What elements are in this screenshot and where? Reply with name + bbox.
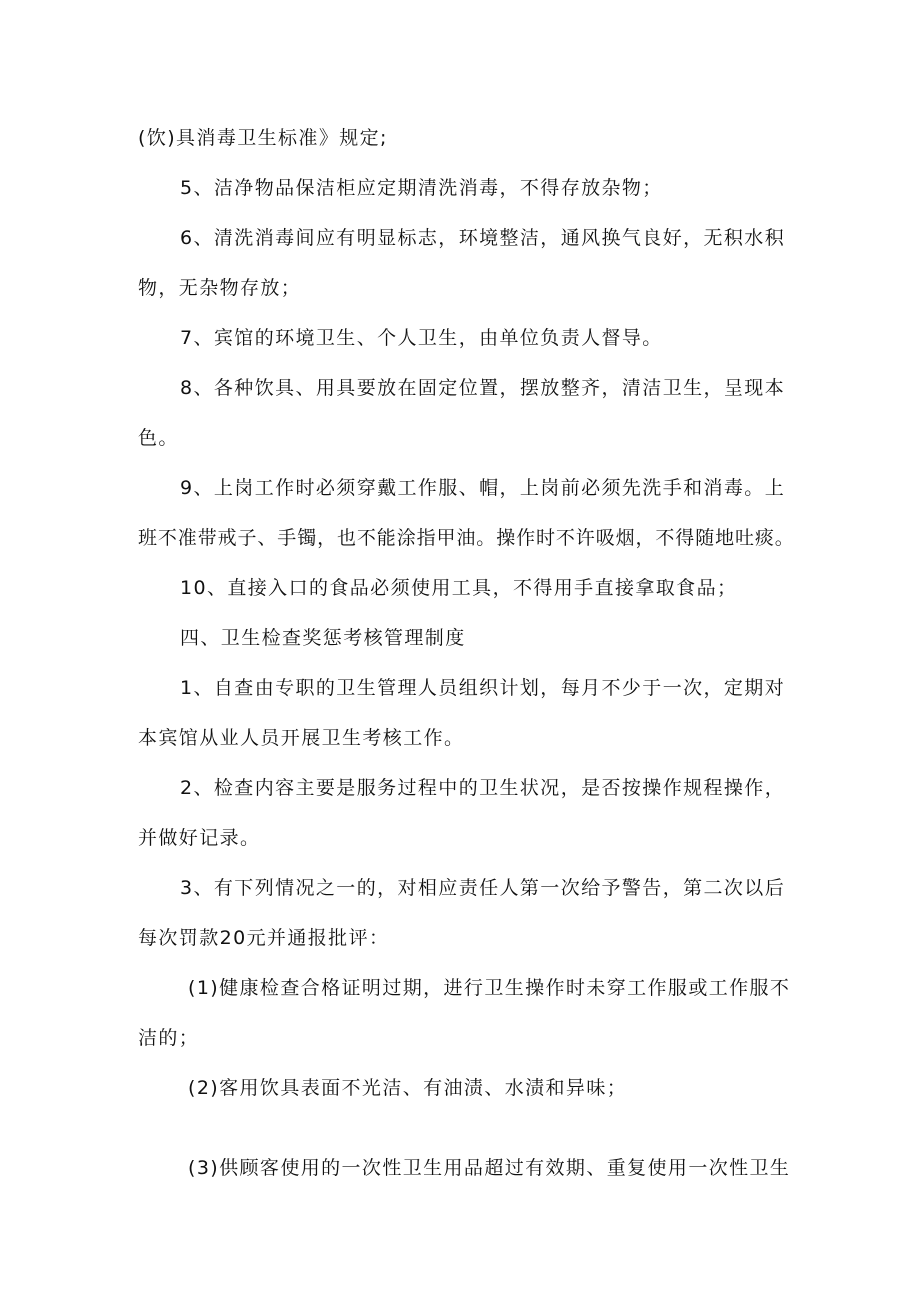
text-line-16: 3、有下列情况之一的，对相应责任人第一次给予警告，第二次以后 (180, 877, 786, 899)
text-line-13: 本宾馆从业人员开展卫生考核工作。 (138, 727, 465, 749)
text-line-7: 色。 (138, 427, 179, 449)
text-line-6: 8、各种饮具、用具要放在固定位置，摆放整齐，清洁卫生，呈现本 (180, 377, 786, 399)
text-line-14: 2、检查内容主要是服务过程中的卫生状况，是否按操作规程操作， (180, 777, 786, 799)
text-line-18: (1)健康检查合格证明过期，进行卫生操作时未穿工作服或工作服不 (188, 977, 791, 999)
text-line-8: 9、上岗工作时必须穿戴工作服、帽，上岗前必须先洗手和消毒。上 (180, 477, 786, 499)
text-line-19: 洁的； (138, 1027, 200, 1049)
text-line-9: 班不准带戒子、手镯，也不能涂指甲油。操作时不许吸烟，不得随地吐痰。 (138, 527, 795, 549)
text-line-21: (3)供顾客使用的一次性卫生用品超过有效期、重复使用一次性卫生 (188, 1157, 791, 1179)
text-line-5: 7、宾馆的环境卫生、个人卫生，由单位负责人督导。 (180, 327, 663, 349)
text-line-20: (2)客用饮具表面不光洁、有油渍、水渍和异味； (188, 1077, 628, 1099)
text-line-1: (饮)具消毒卫生标准》规定; (138, 127, 388, 149)
text-line-12: 1、自查由专职的卫生管理人员组织计划，每月不少于一次，定期对 (180, 677, 786, 699)
text-line-2: 5、洁净物品保洁柜应定期清洗消毒，不得存放杂物； (180, 177, 663, 199)
text-line-17: 每次罚款20元并通报批评： (138, 927, 390, 949)
section-heading-4: 四、卫生检查奖惩考核管理制度 (180, 627, 466, 649)
text-line-3: 6、清洗消毒间应有明显标志，环境整洁，通风换气良好，无积水积 (180, 227, 786, 249)
text-line-15: 并做好记录。 (138, 827, 261, 849)
text-line-4: 物，无杂物存放； (138, 277, 302, 299)
text-line-10: 10、直接入口的食品必须使用工具，不得用手直接拿取食品； (180, 577, 738, 599)
